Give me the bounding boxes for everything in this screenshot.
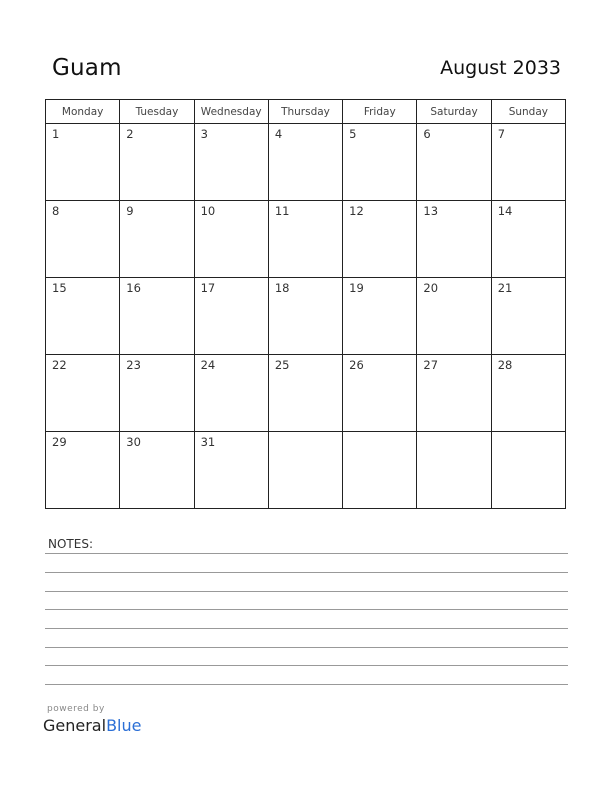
- weekday-saturday: Saturday: [417, 100, 491, 124]
- day-cell: [417, 124, 491, 201]
- day-cell: [417, 201, 491, 278]
- day-cell: [417, 278, 491, 355]
- powered-by-text: powered by: [47, 704, 105, 714]
- day-cell: [194, 201, 268, 278]
- day-cell: [120, 278, 194, 355]
- day-number: 1: [52, 127, 60, 141]
- note-line: [45, 684, 568, 685]
- day-cell: [491, 278, 565, 355]
- day-number: 25: [274, 358, 290, 372]
- weekday-sunday: Sunday: [491, 100, 565, 124]
- notes-label: NOTES:: [48, 537, 93, 551]
- day-number: 30: [126, 435, 141, 449]
- day-number: 19: [349, 281, 364, 295]
- note-line: [45, 572, 568, 573]
- day-number: 4: [274, 127, 283, 141]
- day-number: 16: [126, 281, 141, 295]
- day-cell: [268, 201, 342, 278]
- day-cell: [343, 355, 417, 432]
- day-cell: [194, 124, 268, 201]
- day-number: [269, 432, 342, 435]
- calendar-location-title: Guam: [52, 55, 122, 81]
- week-row-3: [46, 278, 566, 355]
- week-row-4: [46, 355, 566, 432]
- weekday-tuesday: Tuesday: [120, 100, 194, 124]
- note-line: [45, 647, 568, 648]
- day-cell: [120, 432, 194, 509]
- day-number: 26: [349, 358, 364, 372]
- day-cell: [417, 355, 491, 432]
- day-cell: [194, 278, 268, 355]
- weekday-thursday: Thursday: [268, 100, 342, 124]
- day-number: [417, 432, 490, 435]
- day-cell: [268, 124, 342, 201]
- day-number: [343, 432, 416, 435]
- logo-text-blue: Blue: [106, 716, 142, 735]
- week-row-1: [46, 124, 566, 201]
- day-number: 18: [274, 281, 290, 295]
- day-cell: [417, 432, 491, 509]
- day-number: 27: [423, 358, 439, 372]
- day-cell: [343, 201, 417, 278]
- day-cell: [268, 432, 342, 509]
- note-line: [45, 609, 568, 610]
- weekday-header-row: [46, 100, 566, 124]
- day-number: 6: [423, 127, 431, 141]
- day-number: 15: [52, 281, 67, 295]
- day-number: 28: [497, 358, 513, 372]
- weekday-friday: Friday: [343, 100, 417, 124]
- logo-text-general: General: [43, 716, 107, 735]
- day-number: 7: [497, 127, 506, 141]
- day-cell: [46, 355, 120, 432]
- day-number: 12: [349, 204, 364, 218]
- day-number: 9: [126, 204, 134, 218]
- note-line: [45, 553, 568, 554]
- day-cell: [120, 355, 194, 432]
- day-cell: [46, 278, 120, 355]
- day-number: 13: [423, 204, 439, 218]
- calendar-grid: [45, 99, 566, 509]
- day-cell: [268, 355, 342, 432]
- day-number: 20: [423, 281, 439, 295]
- week-row-5: [46, 432, 566, 509]
- day-cell: [343, 432, 417, 509]
- day-number: 22: [52, 358, 67, 372]
- day-number: 10: [200, 204, 216, 218]
- note-line: [45, 665, 568, 666]
- day-number: [492, 432, 565, 435]
- day-cell: [491, 201, 565, 278]
- day-cell: [194, 355, 268, 432]
- day-number: 5: [349, 127, 357, 141]
- day-cell: [120, 124, 194, 201]
- day-number: 8: [52, 204, 60, 218]
- day-cell: [491, 355, 565, 432]
- day-cell: [46, 201, 120, 278]
- day-cell: [46, 124, 120, 201]
- day-number: 29: [52, 435, 67, 449]
- note-line: [45, 628, 568, 629]
- day-cell: [120, 201, 194, 278]
- day-number: 31: [200, 435, 216, 449]
- day-cell: [343, 278, 417, 355]
- day-cell: [268, 278, 342, 355]
- day-number: 14: [497, 204, 513, 218]
- day-cell: [343, 124, 417, 201]
- day-number: 23: [126, 358, 141, 372]
- day-number: 11: [274, 204, 290, 218]
- day-number: 2: [126, 127, 134, 141]
- generalblue-logo: [43, 716, 141, 735]
- calendar-month-title: August 2033: [440, 57, 561, 79]
- day-number: 21: [497, 281, 513, 295]
- day-number: 24: [200, 358, 216, 372]
- weekday-monday: Monday: [46, 100, 120, 124]
- note-line: [45, 591, 568, 592]
- day-cell: [491, 124, 565, 201]
- day-number: 17: [200, 281, 216, 295]
- weekday-wednesday: Wednesday: [194, 100, 268, 124]
- day-number: 3: [200, 127, 208, 141]
- week-row-2: [46, 201, 566, 278]
- day-cell: [491, 432, 565, 509]
- day-cell: [194, 432, 268, 509]
- day-cell: [46, 432, 120, 509]
